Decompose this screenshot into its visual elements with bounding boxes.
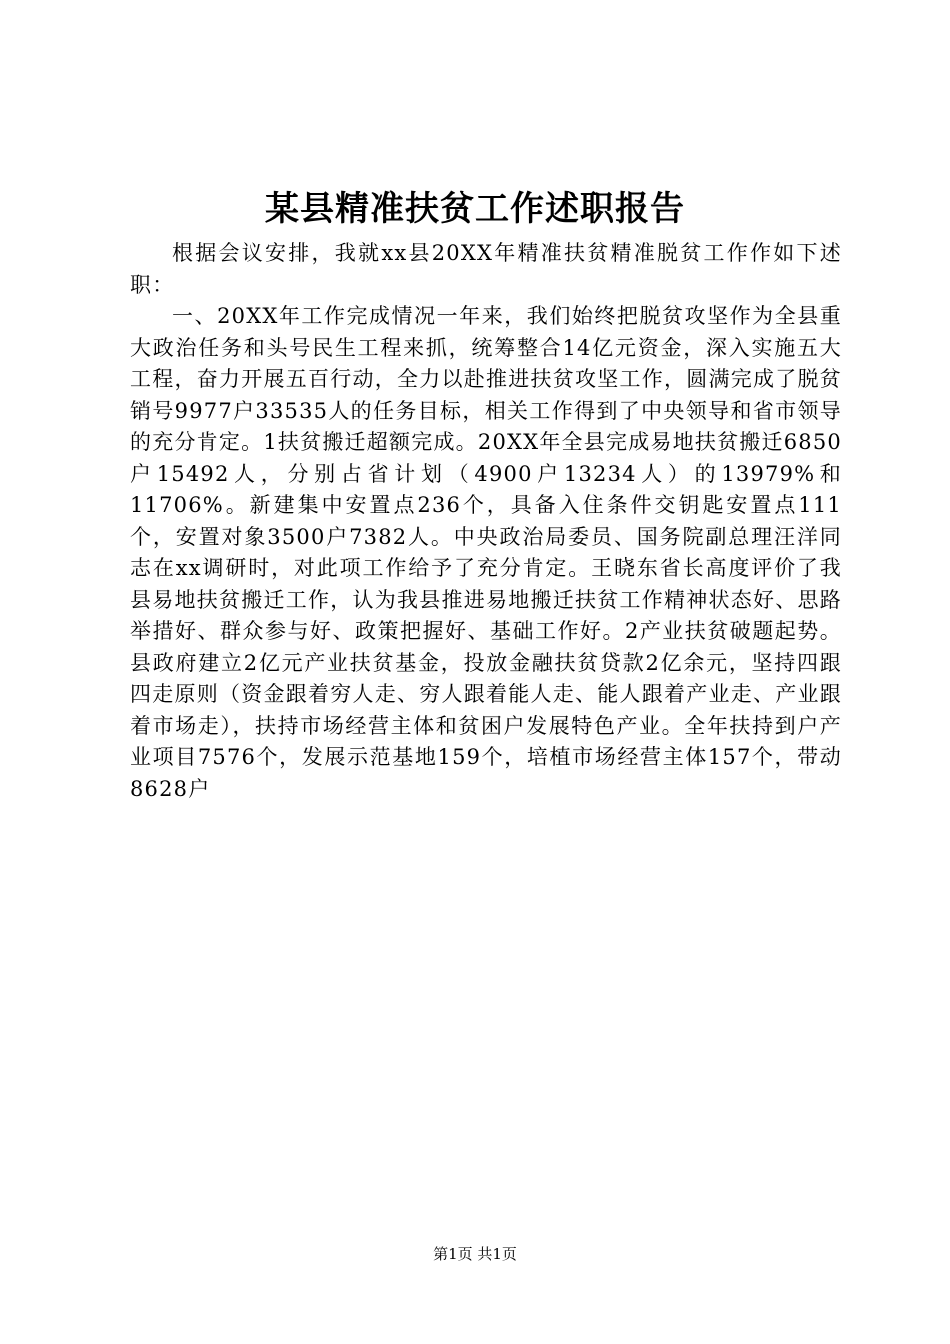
page-footer: 第1页 共1页 xyxy=(433,1245,517,1263)
paragraph-section-one: 一、20XX年工作完成情况一年来，我们始终把脱贫攻坚作为全县重大政治任务和头号民生工程来抓，统筹整合14亿元资金，深入实施五大工程，奋力开展五百行动，全力以赴推进扶贫攻坚工作，圆满完成了脱贫销号9977户33535人的任务目标，相关工作得到了中央领导和省市领导的充分肯定。1扶贫搬迁超额完成。20XX年全县完成易地扶贫搬迁6850户15492人，分别占省计划（4900户13234人）的13979%和11706%。新建集中安置点236个，具备入住条件交钥匙安置点111个，安置对象3500户7382人。中央政治局委员、国务院副总理汪洋同志在xx调研时，对此项工作给予了充分肯定。王晓东省长高度评价了我县易地扶贫搬迁工作，认为我县推进易地搬迁扶贫工作精神状态好、思路举措好、群众参与好、政策把握好、基础工作好。2产业扶贫破题起势。县政府建立2亿元产业扶贫基金，投放金融扶贫贷款2亿余元，坚持四跟四走原则（资金跟着穷人走、穷人跟着能人走、能人跟着产业走、产业跟着市场走），扶持市场经营主体和贫困户发展特色产业。全年扶持到户产业项目7576个，发展示范基地159个，培植市场经营主体157个，带动8628户 xyxy=(130,304,842,801)
document-body xyxy=(130,238,842,805)
paragraph-intro: 根据会议安排，我就xx县20XX年精准扶贫精准脱贫工作作如下述职： xyxy=(130,241,842,297)
document-title: 某县精准扶贫工作述职报告 xyxy=(265,189,685,229)
